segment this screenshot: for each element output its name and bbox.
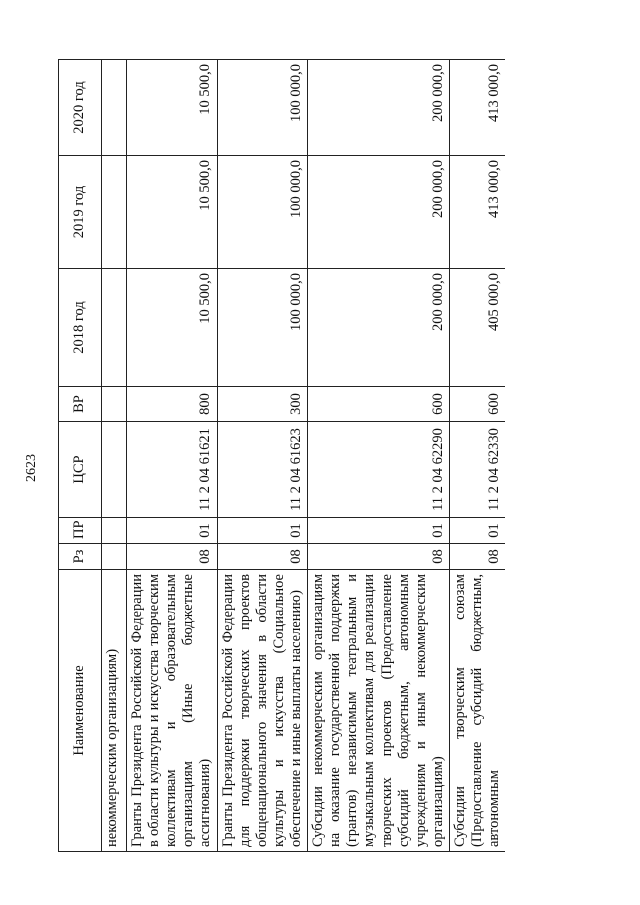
header-2019: 2019 год [59,156,102,269]
row-name: Субсидии некоммерческим организациям на оказание государственной поддержки (грантов) независимым театральным и музыкальным коллективам для реализации творческих проектов (Предоставление субсидий бюджетным, автономным учреждениям и иным некоммерческим организациям) [308,570,450,852]
header-vr: ВР [59,387,102,422]
rotated-page-content [58,60,611,852]
table-row [127,60,218,852]
row-vr: 800 [127,387,218,422]
header-pr: ПР [59,518,102,544]
header-rz: Рз [59,544,102,570]
row-csr: 11 2 04 61623 [217,422,308,518]
row-name: Гранты Президента Российской Федерации в области культуры и искусства творческим коллективам и образовательным организациям (Иные бюджетные ассигнования) [127,570,218,852]
row-2020: 10 500,0 [127,60,218,156]
continuation-row [102,60,127,852]
row-rz: 08 [217,544,308,570]
row-pr: 01 [308,518,450,544]
row-2020: 100 000,0 [217,60,308,156]
row-vr: 600 [308,387,450,422]
row-csr: 11 2 04 61621 [127,422,218,518]
table-row [217,60,308,852]
header-name: Наименование [59,570,102,852]
page-number: 2623 [24,454,39,482]
row-vr: 300 [217,387,308,422]
row-2019: 200 000,0 [308,156,450,269]
row-pr: 01 [217,518,308,544]
table-row [308,60,450,852]
row-name: Субсидии творческим союзам (Предоставление субсидий бюджетным, автономным [449,570,505,852]
row-2019: 100 000,0 [217,156,308,269]
row-pr: 01 [449,518,505,544]
row-csr: 11 2 04 62330 [449,422,505,518]
row-2018: 100 000,0 [217,269,308,387]
row-rz: 08 [127,544,218,570]
row-2018: 405 000,0 [449,269,505,387]
row-vr: 600 [449,387,505,422]
header-csr: ЦСР [59,422,102,518]
row-2018: 10 500,0 [127,269,218,387]
row-rz: 08 [449,544,505,570]
row-2019: 413 000,0 [449,156,505,269]
row-name: Гранты Президента Российской Федерации для поддержки творческих проектов общенационального значения в области культуры и искусства (Социальное обеспечение и иные выплаты населению) [217,570,308,852]
row-2018: 200 000,0 [308,269,450,387]
row-csr: 11 2 04 62290 [308,422,450,518]
budget-table [58,59,505,852]
table-row [449,60,505,852]
header-2018: 2018 год [59,269,102,387]
row-2019: 10 500,0 [127,156,218,269]
continuation-text: некоммерческим организациям) [102,570,127,852]
header-2020: 2020 год [59,60,102,156]
row-2020: 200 000,0 [308,60,450,156]
table-header-row [59,60,102,852]
row-2020: 413 000,0 [449,60,505,156]
row-pr: 01 [127,518,218,544]
row-rz: 08 [308,544,450,570]
